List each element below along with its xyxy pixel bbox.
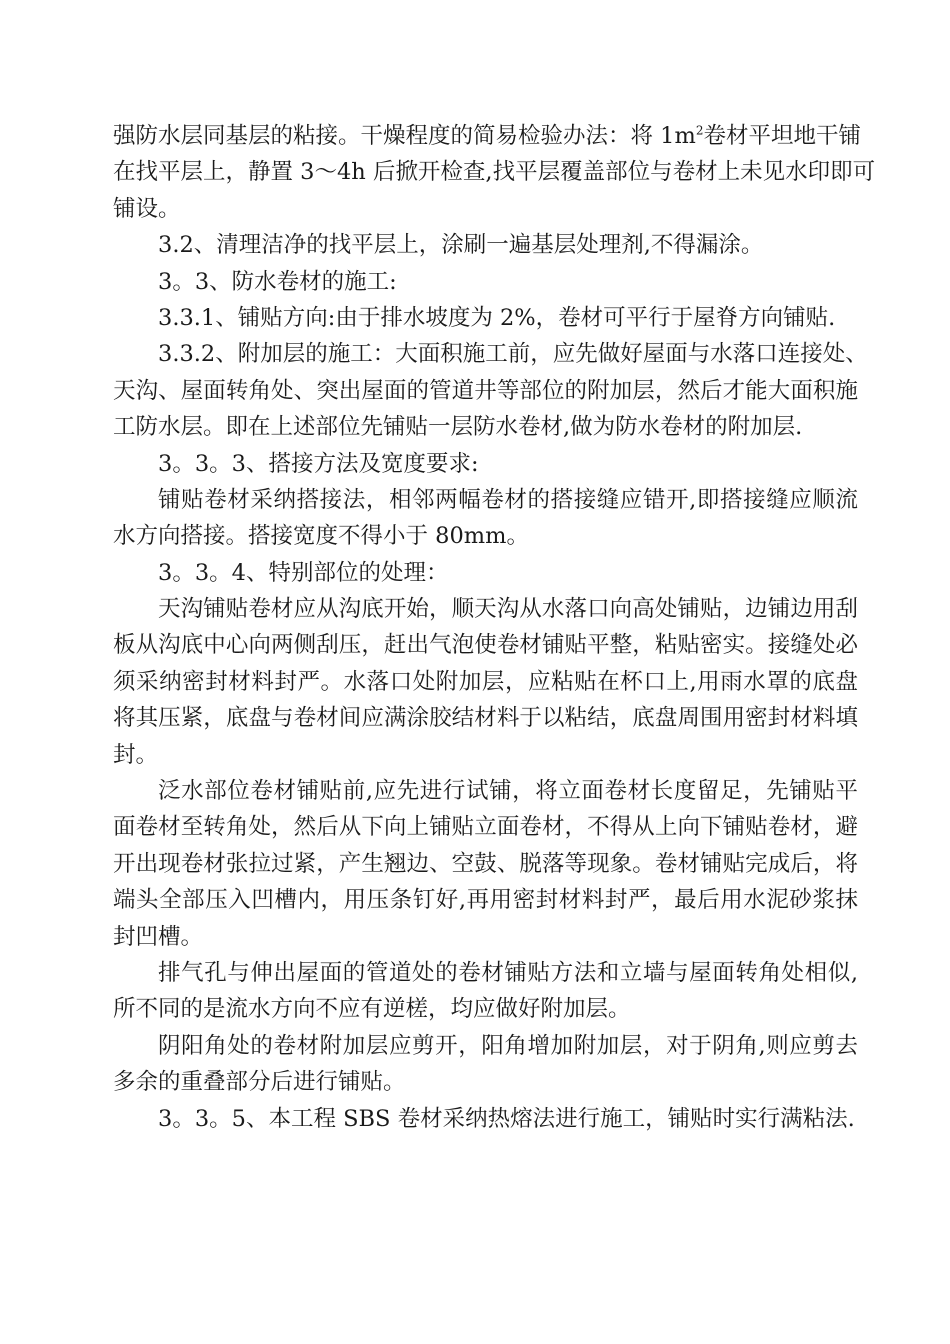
paragraph-line: 封。 [113,741,159,768]
section-heading: 3。3。4、特别部位的处理： [158,559,449,586]
paragraph-line: 所不同的是流水方向不应有逆槎，均应做好附加层。 [113,996,631,1023]
paragraph-line [113,118,861,154]
paragraph-line: 在找平层上，静置 3～4h 后掀开检查,找平层覆盖部位与卷材上未见水印即可 [113,159,876,186]
paragraph-line: 3.3.2、附加层的施工：大面积施工前，应先做好屋面与水落口连接处、 [158,341,868,368]
section-heading: 3.3.1、铺贴方向:由于排水坡度为 2%，卷材可平行于屋脊方向铺贴. [158,304,836,331]
paragraph-line: 天沟、屋面转角处、突出屋面的管道井等部位的附加层，然后才能大面积施 [113,377,858,404]
section-heading: 3.2、清理洁净的找平层上，涂刷一遍基层处理剂,不得漏涂。 [158,232,764,259]
text-run: 卷材平坦地干铺 [703,123,861,149]
paragraph-line: 面卷材至转角处，然后从下向上铺贴立面卷材，不得从上向下铺贴卷材，避 [113,814,858,841]
paragraph-line: 泛水部位卷材铺贴前,应先进行试铺，将立面卷材长度留足，先铺贴平 [158,778,858,805]
paragraph-line: 板从沟底中心向两侧刮压，赶出气泡使卷材铺贴平整，粘贴密实。接缝处必 [113,632,858,659]
paragraph-line: 端头全部压入凹槽内，用压条钉好,再用密封材料封严，最后用水泥砂浆抹 [113,887,858,914]
paragraph-line: 将其压紧，底盘与卷材间应满涂胶结材料于以粘结，底盘周围用密封材料填 [113,705,858,732]
text-run: 强防水层同基层的粘接。干燥程度的简易检验办法：将 1m [113,123,696,149]
paragraph-line: 多余的重叠部分后进行铺贴。 [113,1069,406,1096]
paragraph-line: 排气孔与伸出屋面的管道处的卷材铺贴方法和立墙与屋面转角处相似, [158,959,858,986]
paragraph-line: 天沟铺贴卷材应从沟底开始，顺天沟从水落口向高处铺贴，边铺边用刮 [158,596,858,623]
paragraph-line: 封凹槽。 [113,923,204,950]
paragraph-line: 开出现卷材张拉过紧，产生翘边、空鼓、脱落等现象。卷材铺贴完成后，将 [113,850,858,877]
section-heading: 3。3。5、本工程 SBS 卷材采纳热熔法进行施工，铺贴时实行满粘法. [158,1105,855,1132]
paragraph-line: 须采纳密封材料封严。水落口处附加层，应粘贴在杯口上,用雨水罩的底盘 [113,668,858,695]
paragraph-line: 铺贴卷材采纳搭接法，相邻两幅卷材的搭接缝应错开,即搭接缝应顺流 [158,486,858,513]
section-heading: 3。3。3、搭接方法及宽度要求: [158,450,479,477]
paragraph-line: 工防水层。即在上述部位先铺贴一层防水卷材,做为防水卷材的附加层. [113,414,803,441]
paragraph-line: 水方向搭接。搭接宽度不得小于 80mm。 [113,523,529,550]
section-heading: 3。3、防水卷材的施工: [158,268,397,295]
document-body [113,118,876,1137]
paragraph-line: 阴阳角处的卷材附加层应剪开，阳角增加附加层，对于阴角,则应剪去 [158,1032,858,1059]
superscript: 2 [695,123,704,138]
paragraph-line: 铺设。 [113,195,181,222]
